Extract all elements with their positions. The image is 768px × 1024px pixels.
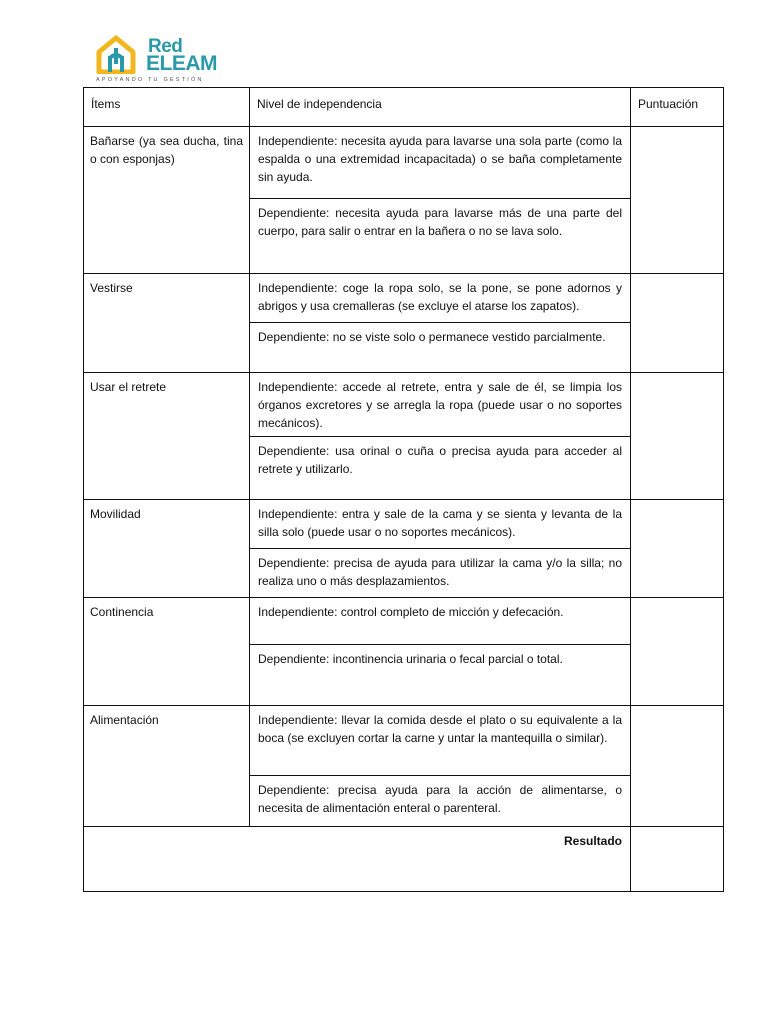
header-items: Ítems (84, 88, 250, 127)
dependent-option: Dependiente: precisa ayuda para la acción de alimentarse, o necesita de alimentación enteral o parenteral. (258, 783, 622, 815)
header-level: Nivel de independencia (250, 88, 631, 127)
house-logo-icon (96, 34, 146, 74)
score-cell[interactable] (631, 598, 724, 706)
logo-word-red: Red (148, 36, 183, 57)
item-cell: Continencia (84, 598, 250, 706)
score-cell[interactable] (631, 706, 724, 827)
independent-option: Independiente: necesita ayuda para lavarse una sola parte (como la espalda o una extremidad incapacitada) o se baña completamente sin ayuda. (250, 127, 630, 199)
table-row (84, 373, 724, 500)
level-cell (250, 127, 631, 274)
logo-tagline: APOYANDO TU GESTIÓN (96, 77, 204, 83)
item-cell: Alimentación (84, 706, 250, 827)
independent-option: Independiente: accede al retrete, entra y sale de él, se limpia los órganos excretores y se arregla la ropa (puede usar o no soportes mecánicos). (250, 373, 630, 437)
dependent-option: Dependiente: precisa de ayuda para utilizar la cama y/o la silla; no realiza uno o más desplazamientos. (258, 556, 622, 588)
dependent-option: Dependiente: usa orinal o cuña o precisa ayuda para acceder al retrete y utilizarlo. (258, 444, 622, 476)
dependent-option: Dependiente: necesita ayuda para lavarse más de una parte del cuerpo, para salir o entrar en la bañera o no se lava solo. (258, 206, 622, 238)
table-row (84, 274, 724, 373)
result-row (84, 827, 724, 892)
header-score: Puntuación (631, 88, 724, 127)
score-cell[interactable] (631, 373, 724, 500)
result-score-cell[interactable] (631, 827, 724, 892)
table-header-row (84, 88, 724, 127)
score-cell[interactable] (631, 500, 724, 598)
red-eleam-logo (96, 34, 220, 88)
score-cell[interactable] (631, 274, 724, 373)
item-cell: Movilidad (84, 500, 250, 598)
independent-option: Independiente: llevar la comida desde el plato o su equivalente a la boca (se excluyen cortar la carne y untar la mantequilla o similar). (250, 706, 630, 776)
table-row (84, 500, 724, 598)
independent-option: Independiente: coge la ropa solo, se la pone, se pone adornos y abrigos y usa cremalleras (se excluye el atarse los zapatos). (250, 274, 630, 323)
level-cell (250, 500, 631, 598)
table-row (84, 706, 724, 827)
level-cell (250, 274, 631, 373)
level-cell (250, 598, 631, 706)
logo-word-eleam: ELEAM (146, 52, 217, 75)
item-cell: Bañarse (ya sea ducha, tina o con esponjas) (84, 127, 250, 274)
level-cell (250, 373, 631, 500)
result-label: Resultado (84, 827, 631, 892)
dependent-option: Dependiente: incontinencia urinaria o fecal parcial o total. (258, 652, 563, 666)
katz-index-table (83, 87, 724, 892)
table-row (84, 127, 724, 274)
independent-option: Independiente: entra y sale de la cama y se sienta y levanta de la silla solo (puede usar o no soportes mecánicos). (250, 500, 630, 549)
item-cell: Vestirse (84, 274, 250, 373)
independent-option: Independiente: control completo de micción y defecación. (250, 598, 630, 645)
dependent-option: Dependiente: no se viste solo o permanece vestido parcialmente. (258, 330, 606, 344)
item-cell: Usar el retrete (84, 373, 250, 500)
score-cell[interactable] (631, 127, 724, 274)
level-cell (250, 706, 631, 827)
table-row (84, 598, 724, 706)
